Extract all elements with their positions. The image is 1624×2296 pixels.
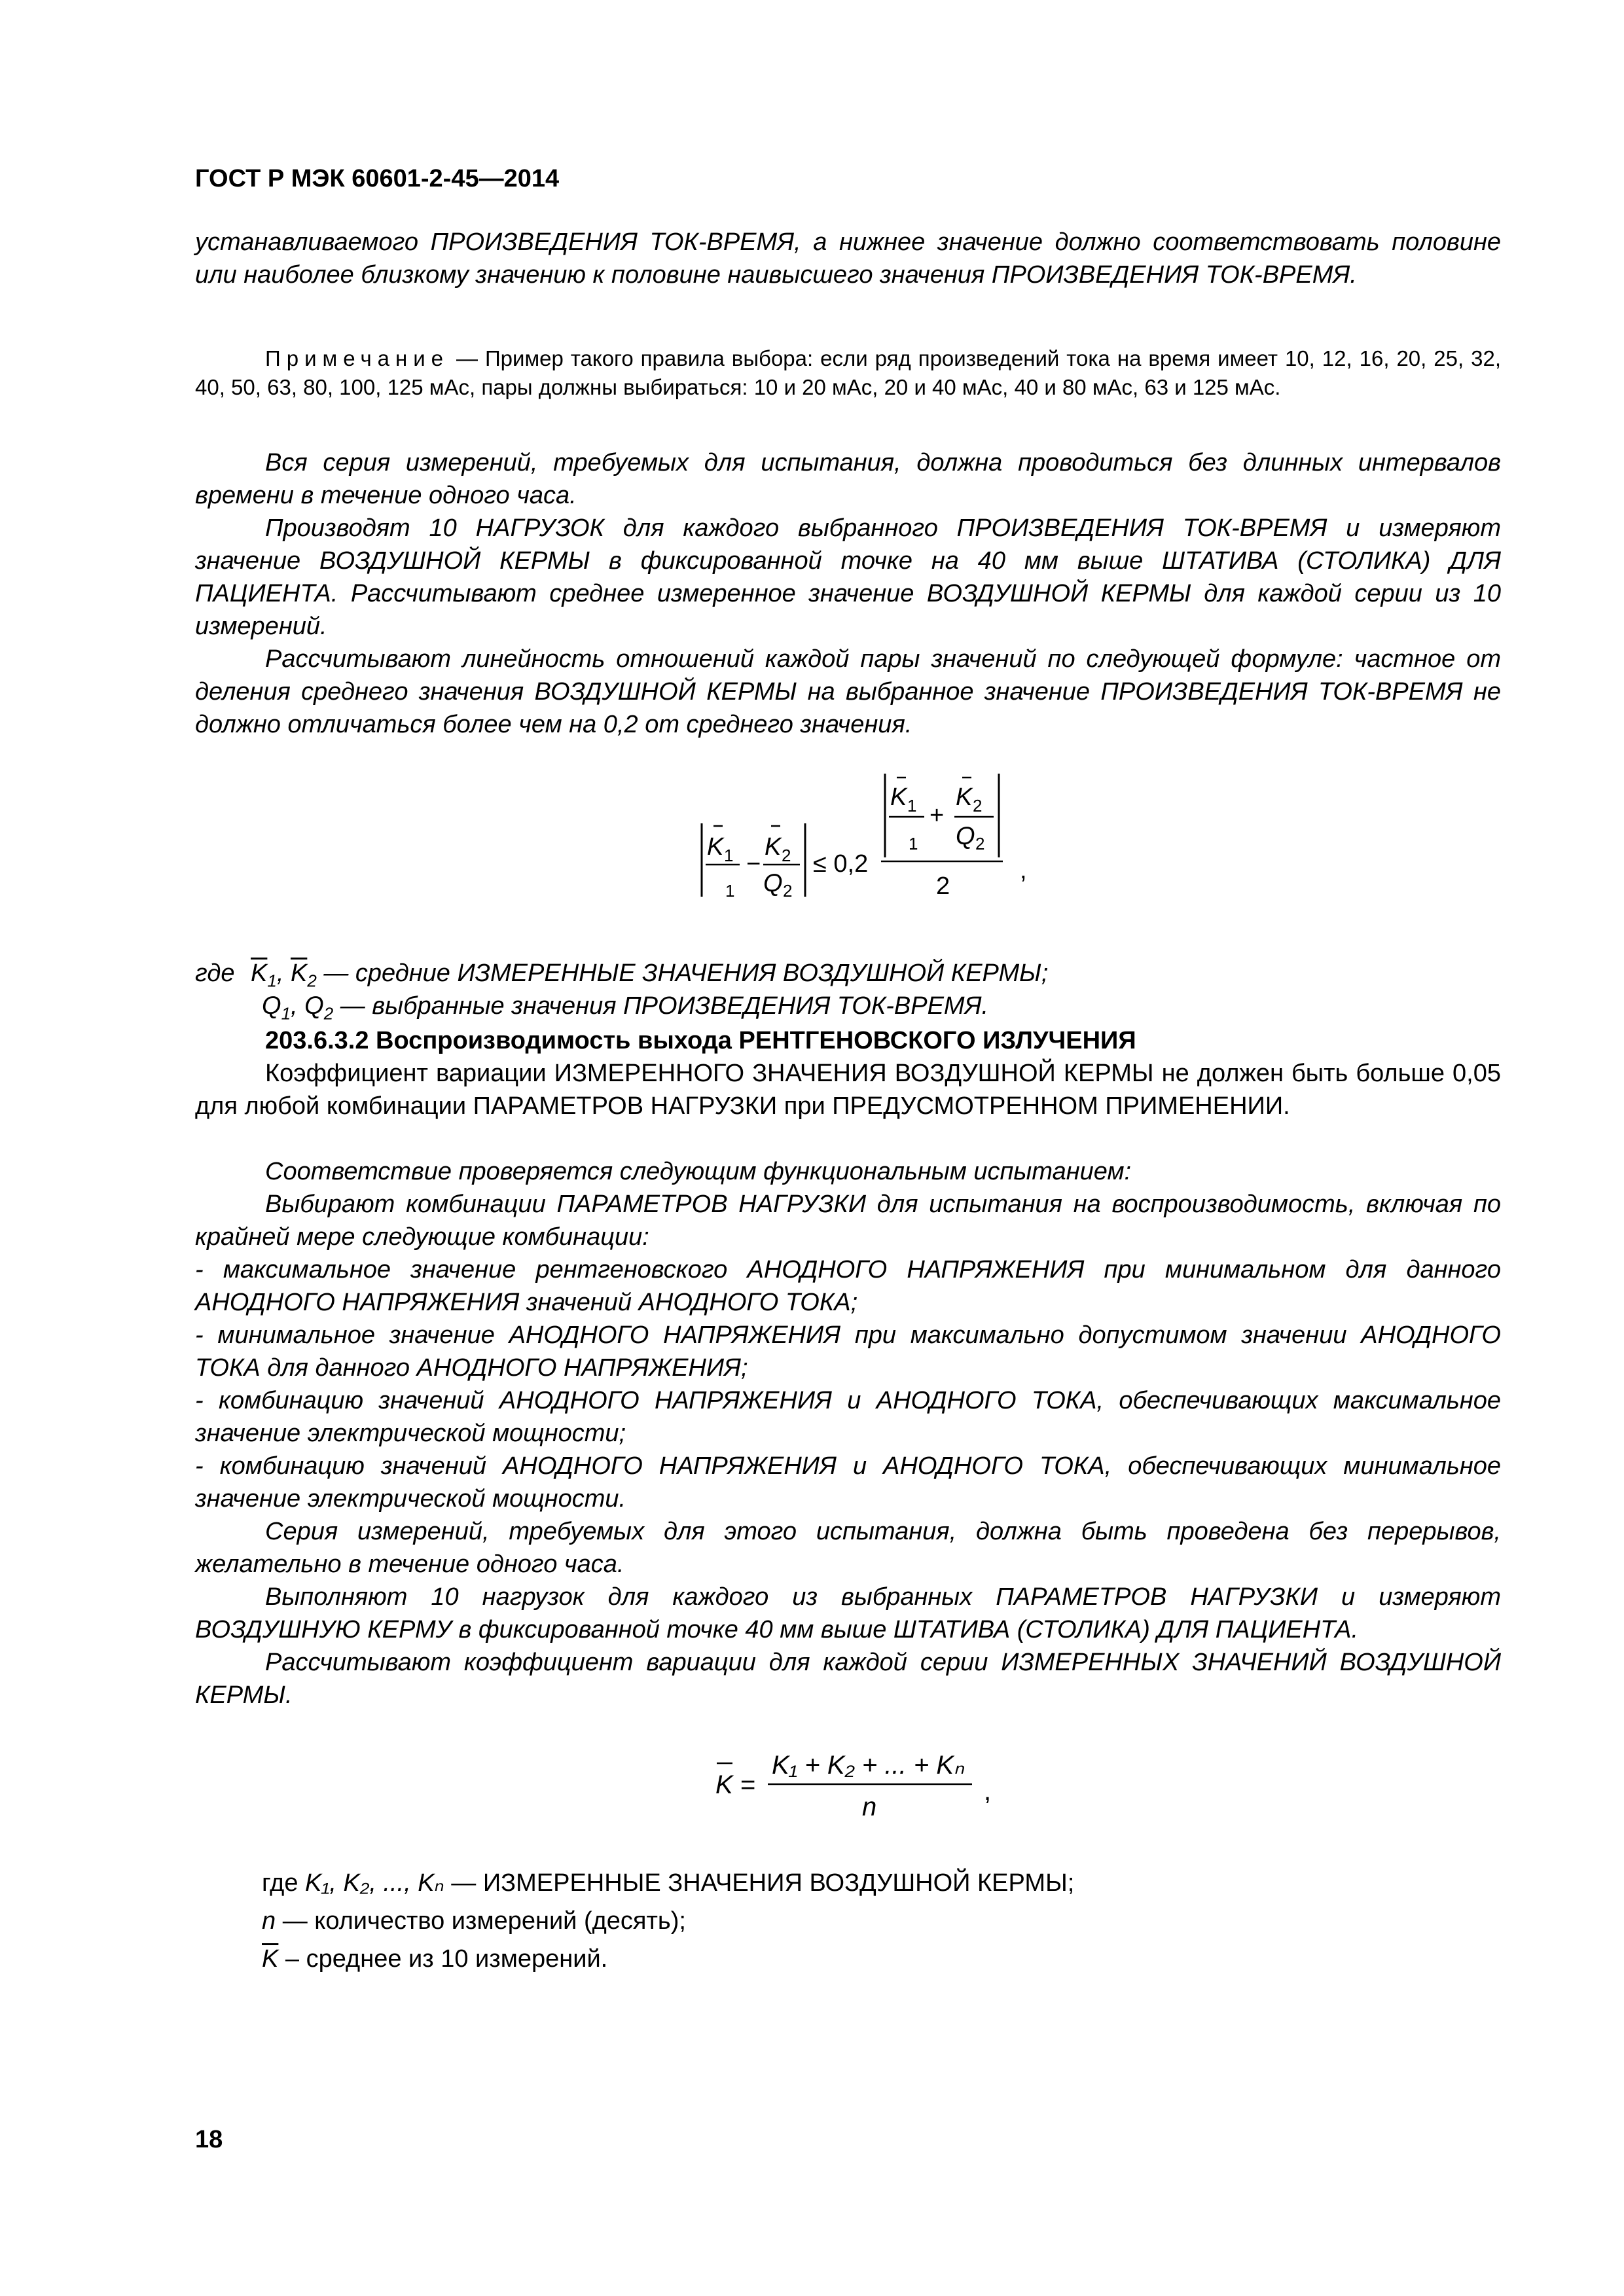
q2-symbol: Q	[763, 870, 783, 897]
q2-subscript: 2	[783, 881, 793, 901]
k2-subscript: 2	[782, 846, 791, 865]
formula-comma: ,	[1020, 857, 1027, 884]
section-title: 203.6.3.2 Воспроизводимость выхода РЕНТГЕНОВСКОГО ИЗЛУЧЕНИЯ	[265, 1027, 1136, 1054]
inner-q2-symbol: Q	[956, 823, 975, 850]
list-item-2: - минимальное значение АНОДНОГО НАПРЯЖЕНИЯ при максимально допустимом значении АНОДНОГО ТОКА для данного АНОДНОГО НАПРЯЖЕНИЯ;	[195, 1321, 1501, 1382]
inner-k2-subscript: 2	[973, 796, 983, 816]
paragraph-3: Производят 10 НАГРУЗОК для каждого выбранного ПРОИЗВЕДЕНИЯ ТОК-ВРЕМЯ и измеряют значение ВОЗДУШНОЙ КЕРМЫ в фиксированной точке на 40 мм выше ШТАТИВА (СТОЛИКА) ДЛЯ ПАЦИЕНТА. Рассчитывают среднее измеренное значение ВОЗДУШНОЙ КЕРМЫ для каждой серии из 10 измерений.	[195, 514, 1501, 640]
k1-symbol: K	[707, 833, 724, 861]
inner-k2-symbol: K	[956, 783, 973, 811]
q-symbols: $Q_1$, $Q_2$	[262, 992, 334, 1024]
mean-lhs: K	[715, 1770, 733, 1799]
where-prefix: где	[195, 960, 235, 987]
inner-q1-subscript: 1	[909, 834, 918, 853]
paragraph-8: Серия измерений, требуемых для этого испытания, должна быть проведена без перерывов, желательно в течение одного часа.	[195, 1518, 1501, 1578]
k-series-vars: K₁, K₂, ..., Kₙ	[305, 1869, 444, 1897]
k-bar-symbols: $\overline{K}$	[251, 960, 268, 987]
inner-k1-symbol: K	[890, 783, 907, 811]
note-label: Примечание	[265, 346, 450, 370]
denominator-two: 2	[936, 872, 950, 900]
mean-denominator: n	[862, 1793, 877, 1821]
where2-line-2: n — количество измерений (десять);	[262, 1907, 686, 1935]
where2-line-3: $\overline{K}$ – среднее из 10 измерений.	[262, 1945, 608, 1973]
paragraph-5: Коэффициент вариации ИЗМЕРЕННОГО ЗНАЧЕНИЯ ВОЗДУШНОЙ КЕРМЫ не должен быть больше 0,05 для любой комбинации ПАРАМЕТРОВ НАГРУЗКИ при ПРЕДУСМОТРЕННОМ ПРИМЕНЕНИИ.	[195, 1060, 1501, 1120]
inner-q2-subscript: 2	[975, 834, 985, 853]
k-mean-var: $\overline{K}$	[262, 1945, 279, 1973]
where-q-text: — выбранные значения ПРОИЗВЕДЕНИЯ ТОК-ВРЕМЯ.	[340, 992, 989, 1020]
leq-coefficient: ≤ 0,2	[813, 850, 869, 878]
where2-line-1: где K₁, K₂, ..., Kₙ — ИЗМЕРЕННЫЕ ЗНАЧЕНИЯ ВОЗДУШНОЙ КЕРМЫ;	[262, 1869, 1075, 1897]
list-item-1: - максимальное значение рентгеновского АНОДНОГО НАПРЯЖЕНИЯ при минимальном для данного АНОДНОГО НАПРЯЖЕНИЯ значений АНОДНОГО ТОКА;	[195, 1256, 1501, 1316]
n-var: n	[262, 1907, 276, 1935]
paragraph-7: Выбирают комбинации ПАРАМЕТРОВ НАГРУЗКИ для испытания на воспроизводимость, включая по крайней мере следующие комбинации:	[195, 1191, 1501, 1251]
mean-numerator: K₁ + K₂ + ... + Kₙ	[772, 1751, 964, 1780]
q1-subscript: 1	[725, 881, 735, 901]
paragraph-1: устанавливаемого ПРОИЗВЕДЕНИЯ ТОК-ВРЕМЯ, а нижнее значение должно соответствовать половине или наиболее близкому значению к половине наивысшего значения ПРОИЗВЕДЕНИЯ ТОК-ВРЕМЯ.	[195, 228, 1501, 289]
where-k-line: где $\overline{K}_1$, $\overline{K}_2$ — средние ИЗМЕРЕННЫЕ ЗНАЧЕНИЯ ВОЗДУШНОЙ КЕРМЫ;	[195, 960, 1049, 991]
equals-sign: =	[740, 1770, 756, 1799]
formula2-comma: ,	[984, 1777, 992, 1806]
k2-symbol: K	[765, 833, 782, 861]
minus-sign: −	[746, 850, 761, 878]
where-k-text: — средние ИЗМЕРЕННЫЕ ЗНАЧЕНИЯ ВОЗДУШНОЙ КЕРМЫ;	[323, 960, 1049, 987]
paragraph-4: Рассчитывают линейность отношений каждой пары значений по следующей формуле: частное от деления среднего значения ВОЗДУШНОЙ КЕРМЫ на выбранное значение ПРОИЗВЕДЕНИЯ ТОК-ВРЕМЯ не должно отличаться более чем на 0,2 от среднего значения.	[195, 645, 1501, 738]
inner-k1-subscript: 1	[907, 796, 917, 816]
linearity-formula	[694, 766, 1034, 916]
paragraph-2: Вся серия измерений, требуемых для испытания, должна проводиться без длинных интервалов времени в течение одного часа.	[195, 449, 1501, 509]
paragraph-10: Рассчитывают коэффициент вариации для каждой серии ИЗМЕРЕННЫХ ЗНАЧЕНИЙ ВОЗДУШНОЙ КЕРМЫ.	[195, 1649, 1501, 1709]
page-number: 18	[195, 2126, 223, 2153]
plus-sign: +	[929, 802, 945, 829]
list-item-3: - комбинацию значений АНОДНОГО НАПРЯЖЕНИЯ и АНОДНОГО ТОКА, обеспечивающих максимальное значение электрической мощности;	[195, 1387, 1501, 1447]
document-header: ГОСТ Р МЭК 60601-2-45—2014	[195, 165, 560, 192]
k1-subscript: 1	[724, 846, 734, 865]
paragraph-9: Выполняют 10 нагрузок для каждого из выбранных ПАРАМЕТРОВ НАГРУЗКИ и измеряют ВОЗДУШНУЮ КЕРМУ в фиксированной точке 40 мм выше ШТАТИВА (СТОЛИКА) ДЛЯ ПАЦИЕНТА.	[195, 1583, 1501, 1643]
list-item-4: - комбинацию значений АНОДНОГО НАПРЯЖЕНИЯ и АНОДНОГО ТОКА, обеспечивающих минимальное значение электрической мощности.	[195, 1452, 1501, 1513]
note	[195, 344, 1501, 402]
mean-formula	[710, 1734, 998, 1826]
note-text: — Пример такого правила выбора: если ряд произведений тока на время имеет 10, 12, 16, 20, 25, 32, 40, 50, 63, 80, 100, 125 мАс, пары должны выбираться: 10 и 20 мАс, 20 и 40 мАс, 40 и 80 мАс, 63 и 125 мАс.	[195, 346, 1501, 399]
paragraph-6: Соответствие проверяется следующим функциональным испытанием:	[265, 1158, 1132, 1185]
